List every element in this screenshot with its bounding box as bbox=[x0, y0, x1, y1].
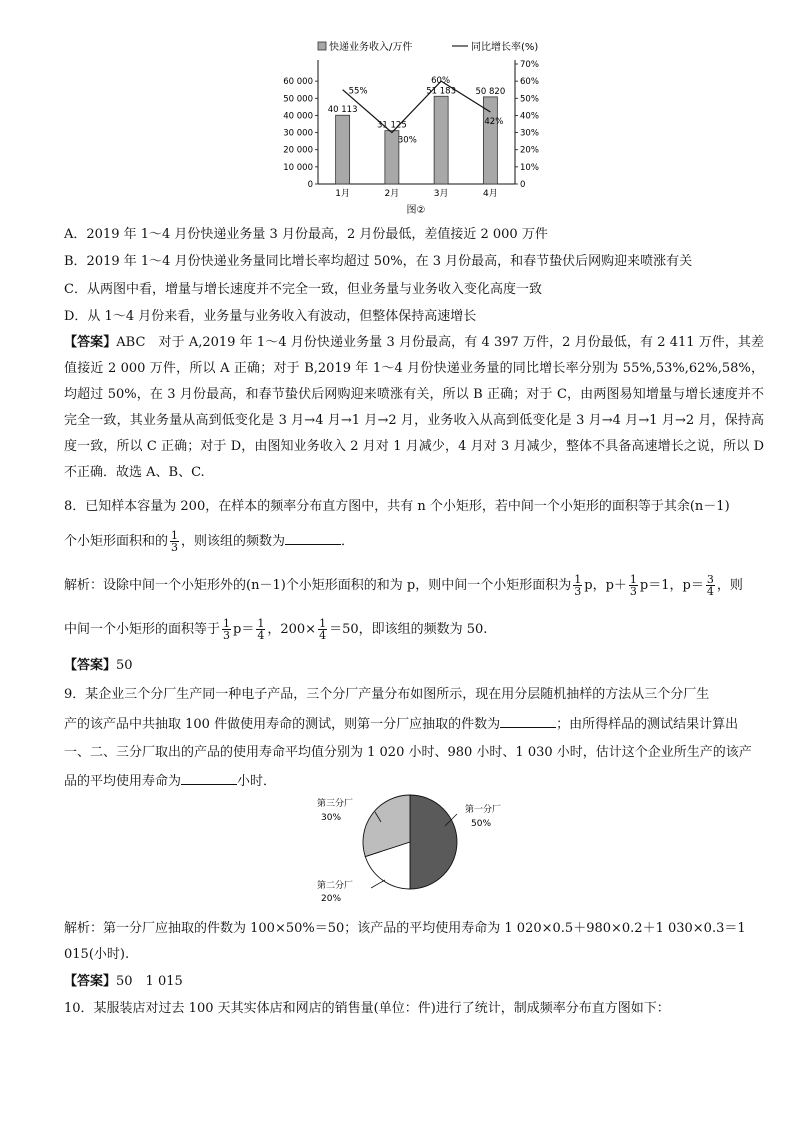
question-8-line1: 8．已知样本容量为 200，在样本的频率分布直方图中，共有 n 个小矩形，若中间一个小矩形的面积等于其余(n－1) bbox=[64, 499, 730, 514]
pie-pct-second: 20% bbox=[321, 894, 342, 904]
question-9-line3: 一、二、三分厂取出的产品的使用寿命平均值分别为 1 020 小时、980 小时、1 030 小时，估计这个企业所生产的该产 bbox=[64, 745, 752, 760]
question-10: 10．某服装店对过去 100 天其实体店和网店的销售量(单位：件)进行了统计，制成频率分布直方图如下： bbox=[64, 1001, 670, 1016]
frac-numerator: 1 bbox=[319, 617, 327, 630]
bar bbox=[336, 115, 350, 184]
right-tick-label: 60% bbox=[520, 77, 539, 88]
left-tick-label: 40 000 bbox=[283, 111, 313, 122]
q8-text-b: ，则该组的频数为 bbox=[181, 534, 286, 549]
answer-tag: 【答案】 bbox=[64, 658, 117, 673]
question-9-line2 bbox=[64, 715, 738, 734]
bar-data-label: 31 125 bbox=[377, 120, 407, 131]
q8-text-a: 个小矩形面积和的 bbox=[64, 534, 169, 549]
option-b: B．2019 年 1～4 月份快递业务量同比增长率均超过 50%，在 3 月份最高，和春节蛰伏后网购迎来喷涨有关 bbox=[64, 254, 693, 269]
bar-line-chart bbox=[270, 36, 560, 218]
pie-pct-first: 50% bbox=[471, 819, 492, 829]
frac-denominator: 3 bbox=[223, 629, 231, 642]
pie-label-first: 第一分厂 bbox=[465, 805, 502, 815]
solution-9-line2: 015(小时). bbox=[64, 947, 130, 962]
category-label: 3月 bbox=[433, 189, 449, 199]
fraction-sol-2 bbox=[629, 574, 638, 597]
leader-line-second bbox=[371, 880, 385, 888]
fraction-one-quarter bbox=[256, 618, 265, 641]
answer-tag: 【答案】 bbox=[64, 335, 117, 350]
fraction-sol-3 bbox=[222, 618, 231, 641]
frac-denominator: 4 bbox=[319, 629, 327, 642]
frac-denominator: 3 bbox=[629, 585, 637, 598]
sol8-d: ，则 bbox=[716, 578, 743, 593]
pie-pct-third: 30% bbox=[321, 813, 342, 823]
pie-slice bbox=[410, 795, 457, 889]
option-c: C．从两图中看，增量与增长速度并不完全一致，但业务量与业务收入变化高度一致 bbox=[64, 282, 542, 297]
left-tick-label: 20 000 bbox=[283, 145, 313, 156]
category-label: 1月 bbox=[335, 189, 350, 199]
sol8-2a: 中间一个小矩形的面积等于 bbox=[64, 622, 221, 637]
frac-numerator: 1 bbox=[257, 617, 265, 630]
sol8-2b: p＝ bbox=[233, 622, 255, 637]
fraction-three-quarters bbox=[706, 574, 715, 597]
answer-blank-q9-1[interactable] bbox=[500, 715, 556, 728]
left-tick-label: 30 000 bbox=[283, 128, 313, 139]
left-tick-label: 0 bbox=[307, 180, 313, 190]
sol8-2c: ，200× bbox=[267, 622, 317, 637]
frac-numerator: 1 bbox=[574, 573, 582, 586]
left-tick-label: 50 000 bbox=[283, 94, 313, 105]
line-data-label: 60% bbox=[431, 76, 451, 87]
legend-bar-swatch bbox=[318, 42, 326, 50]
q8-end: ． bbox=[341, 534, 355, 549]
question-8-line2 bbox=[64, 528, 354, 556]
q9-text4b: 小时． bbox=[237, 774, 277, 789]
legend-line-label: 同比增长率(%) bbox=[471, 42, 539, 53]
question-9-line1: 9．某企业三个分厂生产同一种电子产品，三个分厂产量分布如图所示，现在用分层随机抽样的方法从三个分厂生 bbox=[64, 687, 710, 702]
right-tick-label: 70% bbox=[520, 60, 539, 70]
right-tick-label: 0 bbox=[520, 180, 526, 190]
left-tick-label: 10 000 bbox=[283, 162, 313, 173]
fraction-one-quarter-b bbox=[318, 618, 327, 641]
frac-denominator: 4 bbox=[257, 629, 265, 642]
solution-9-line1: 解析：第一分厂应抽取的件数为 100×50%＝50；该产品的平均使用寿命为 1 020×0.5＋980×0.2＋1 030×0.3＝1 bbox=[64, 921, 746, 936]
left-tick-label: 60 000 bbox=[283, 77, 313, 88]
frac-numerator: 1 bbox=[171, 529, 179, 542]
solution-8-line1 bbox=[64, 572, 743, 600]
answer-blank-q8[interactable] bbox=[285, 532, 341, 545]
answer-blank-q9-2[interactable] bbox=[181, 772, 237, 785]
category-label: 4月 bbox=[483, 189, 498, 199]
frac-denominator: 3 bbox=[574, 585, 582, 598]
right-tick-label: 20% bbox=[520, 145, 539, 156]
q9-text4: 品的平均使用寿命为 bbox=[64, 774, 182, 789]
category-label: 2月 bbox=[384, 189, 400, 199]
frac-denominator: 4 bbox=[706, 585, 714, 598]
right-tick-label: 10% bbox=[520, 162, 539, 173]
answer-7-text: ABC 对于 A,2019 年 1～4 月份快递业务量 3 月份最高，有 4 397 万件，2 月份最低，有 2 411 万件，其差值接近 2 000 万件，所以 A 正确；对于 B,2019 年 1～4 月份快递业务量的同比增长率分别为 55%,53%,62%,58%，均超过 50%，在 3 月份最高，和春节蛰伏后网购迎来喷涨有关，所以 B 正确；对于 C，由两图易知增量与增长速度并不完全一致，其业务量从高到低变化是 3 月→4 月→1 月→2 月，业务收入从高到低变化是 3 月→4 月→1 月→2 月，保持高度一致，所以 C 正确；对于 D，由图知业务收入 2 月对 1 月减少，4 月对 3 月减少，整体不具备高速增长之说，所以 D 不正确．故选 A、B、C. bbox=[64, 335, 764, 480]
bar-data-label: 40 113 bbox=[327, 105, 358, 116]
sol8-b: p，p＋ bbox=[584, 578, 627, 593]
line-data-label: 55% bbox=[348, 86, 368, 97]
bar bbox=[483, 97, 497, 184]
fraction-one-third bbox=[170, 530, 179, 553]
option-d: D．从 1～4 月份来看，业务量与业务收入有波动，但整体保持高速增长 bbox=[64, 309, 477, 324]
pie-label-third: 第三分厂 bbox=[317, 799, 354, 809]
chart-legend bbox=[318, 40, 538, 53]
bar bbox=[385, 131, 399, 184]
bar-data-label: 51 183 bbox=[426, 86, 456, 97]
option-a: A．2019 年 1～4 月份快递业务量 3 月份最高，2 月份最低，差值接近 2 000 万件 bbox=[64, 227, 548, 242]
question-9-line4 bbox=[64, 772, 276, 791]
pie-chart bbox=[305, 790, 505, 908]
chart-caption: 图② bbox=[406, 205, 426, 216]
q9-text2b: ；由所得样品的测试结果计算出 bbox=[556, 717, 739, 732]
line-data-label: 30% bbox=[397, 135, 417, 146]
frac-numerator: 1 bbox=[629, 573, 637, 586]
right-tick-label: 50% bbox=[520, 94, 539, 105]
q9-text2: 产的该产品中共抽取 100 件做使用寿命的测试，则第一分厂应抽取的件数为 bbox=[64, 717, 501, 732]
right-tick-label: 40% bbox=[520, 111, 539, 122]
frac-numerator: 3 bbox=[706, 573, 714, 586]
right-tick-label: 30% bbox=[520, 128, 539, 139]
frac-numerator: 1 bbox=[223, 617, 231, 630]
sol8-2d: ＝50，即该组的频数为 50. bbox=[329, 622, 488, 637]
legend-bar-label: 快递业务收入/万件 bbox=[329, 42, 413, 53]
answer-9-value: 50 1 015 bbox=[116, 974, 183, 989]
answer-tag: 【答案】 bbox=[64, 974, 117, 989]
line-data-label: 42% bbox=[484, 117, 504, 127]
solution-8-line2 bbox=[64, 616, 487, 644]
pie-label-second: 第二分厂 bbox=[317, 881, 354, 891]
answer-9 bbox=[64, 973, 183, 991]
bar-data-label: 50 820 bbox=[475, 86, 506, 97]
answer-8-value: 50 bbox=[116, 658, 133, 673]
sol8-c: p＝1，p＝ bbox=[639, 578, 704, 593]
bar bbox=[434, 96, 448, 184]
sol8-a: 解析：设除中间一个小矩形外的(n－1)个小矩形面积的和为 p，则中间一个小矩形面积为 bbox=[64, 578, 572, 593]
fraction-sol-1 bbox=[573, 574, 582, 597]
frac-denominator: 3 bbox=[171, 541, 179, 554]
answer-8 bbox=[64, 657, 133, 675]
answer-7 bbox=[64, 330, 764, 486]
